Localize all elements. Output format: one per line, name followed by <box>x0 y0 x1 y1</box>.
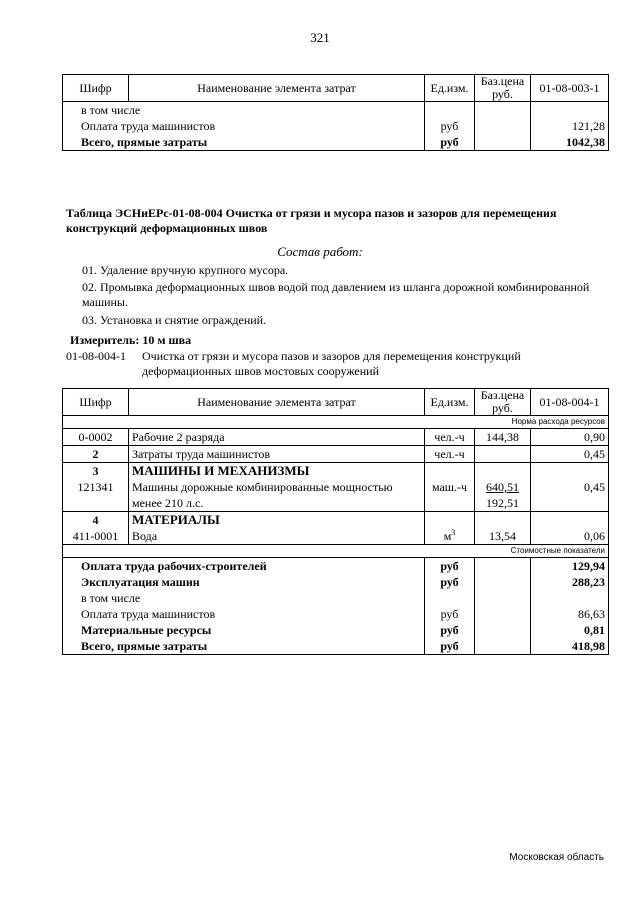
group-row-machines <box>63 463 609 480</box>
item-line <box>66 349 606 381</box>
row-name: Вода <box>129 528 425 545</box>
table-row <box>63 102 609 119</box>
row-value: 86,63 <box>531 606 609 622</box>
header-unit: Ед.изм. <box>425 75 475 102</box>
row-value <box>531 590 609 606</box>
cost-table-01-08-004 <box>62 388 609 655</box>
table-row <box>63 590 609 606</box>
table-row <box>63 638 609 655</box>
row-name: Всего, прямые затраты <box>63 134 425 151</box>
row-unit: руб <box>425 134 475 151</box>
row-name: Машины дорожные комбинированные мощностью <box>129 479 425 495</box>
work-step: 02. Промывка деформационных швов водой под давлением из шланга дорожной комбинированной машины. <box>82 280 590 309</box>
row-value: 0,81 <box>531 622 609 638</box>
table-header <box>63 389 609 416</box>
row-price <box>475 118 531 134</box>
empty-cell <box>475 622 531 638</box>
table-row <box>63 479 609 495</box>
work-step: 03. Установка и снятие ограждений. <box>82 313 267 327</box>
row-unit <box>425 102 475 119</box>
row-code: 0-0002 <box>63 429 129 446</box>
work-step: 01. Удаление вручную крупного мусора. <box>82 263 289 277</box>
empty-cell <box>475 638 531 655</box>
row-name-continued: менее 210 л.с. <box>129 495 425 512</box>
row-name: Оплата труда рабочих-строителей <box>63 558 425 575</box>
row-name: Затраты труда машинистов <box>129 446 425 463</box>
row-price: 144,38 <box>475 429 531 446</box>
empty-cell <box>425 495 475 512</box>
table-row <box>63 558 609 575</box>
empty-cell <box>425 512 475 529</box>
empty-cell <box>475 574 531 590</box>
table-row <box>63 495 609 512</box>
header-name: Наименование элемента затрат <box>129 75 425 102</box>
cost-label-row <box>63 545 609 558</box>
empty-cell <box>475 558 531 575</box>
row-code: 411-0001 <box>63 528 129 545</box>
norm-label: Норма расхода ресурсов <box>63 416 609 429</box>
row-name: Оплата труда машинистов <box>63 118 425 134</box>
row-name: в том числе <box>63 102 425 119</box>
row-code: 121341 <box>63 479 129 495</box>
header-code: Шифр <box>63 75 129 102</box>
table-row <box>63 606 609 622</box>
row-unit: маш.-ч <box>425 479 475 495</box>
cost-table-01-08-003 <box>62 74 609 151</box>
row-unit: руб <box>425 622 475 638</box>
cost-label: Стоимостные показатели <box>63 545 609 558</box>
row-price <box>475 446 531 463</box>
empty-cell <box>63 495 129 512</box>
row-price <box>475 102 531 119</box>
row-name: Эксплуатация машин <box>63 574 425 590</box>
table-row <box>63 118 609 134</box>
row-unit: руб <box>425 638 475 655</box>
item-code: 01-08-004-1 <box>66 349 126 363</box>
row-name: Всего, прямые затраты <box>63 638 425 655</box>
group-code: 4 <box>63 512 129 529</box>
row-value: 121,28 <box>531 118 609 134</box>
header-unit: Ед.изм. <box>425 389 475 416</box>
row-code: 2 <box>63 446 129 463</box>
row-unit: руб <box>425 606 475 622</box>
row-name: Материальные ресурсы <box>63 622 425 638</box>
row-value: 0,90 <box>531 429 609 446</box>
header-norm-code: 01-08-004-1 <box>531 389 609 416</box>
row-unit: руб <box>425 118 475 134</box>
row-name: Оплата труда машинистов <box>63 606 425 622</box>
header-norm-code: 01-08-003-1 <box>531 75 609 102</box>
row-value: 288,23 <box>531 574 609 590</box>
footer-region: Московская область <box>509 852 604 863</box>
table-row <box>63 134 609 151</box>
header-name: Наименование элемента затрат <box>129 389 425 416</box>
empty-cell <box>531 495 609 512</box>
row-value: 129,94 <box>531 558 609 575</box>
empty-cell <box>475 463 531 480</box>
table-header <box>63 75 609 102</box>
work-composition-heading: Состав работ: <box>277 244 363 259</box>
empty-cell <box>475 512 531 529</box>
table-row <box>63 446 609 463</box>
group-row-materials <box>63 512 609 529</box>
table-title: Таблица ЭСНиЕРс-01-08-004 Очистка от грязи и мусора пазов и зазоров для перемещения конструкций деформационных швов <box>66 206 557 235</box>
row-price-secondary: 192,51 <box>475 495 531 512</box>
measure-unit: Измеритель: 10 м шва <box>70 333 192 347</box>
group-code: 3 <box>63 463 129 480</box>
page-number: 321 <box>310 30 330 45</box>
row-price <box>475 134 531 151</box>
empty-cell <box>425 463 475 480</box>
row-name: в том числе <box>63 590 425 606</box>
table-row <box>63 574 609 590</box>
row-value: 0,06 <box>531 528 609 545</box>
group-name: МАТЕРИАЛЫ <box>129 512 425 529</box>
header-code: Шифр <box>63 389 129 416</box>
row-value: 418,98 <box>531 638 609 655</box>
table-row <box>63 622 609 638</box>
table-row <box>63 429 609 446</box>
row-value <box>531 102 609 119</box>
group-name: МАШИНЫ И МЕХАНИЗМЫ <box>129 463 425 480</box>
empty-cell <box>475 590 531 606</box>
row-unit <box>425 590 475 606</box>
row-value: 0,45 <box>531 479 609 495</box>
row-unit: $м^3$ <box>425 528 475 545</box>
row-value: 1042,38 <box>531 134 609 151</box>
row-price: 640,51 <box>475 479 531 495</box>
empty-cell <box>531 463 609 480</box>
row-unit: руб <box>425 574 475 590</box>
row-name: Рабочие 2 разряда <box>129 429 425 446</box>
row-unit: чел.-ч <box>425 429 475 446</box>
norm-label-row <box>63 416 609 429</box>
empty-cell <box>475 606 531 622</box>
row-unit: чел.-ч <box>425 446 475 463</box>
header-base-price: Баз.цена руб. <box>475 389 531 416</box>
empty-cell <box>531 512 609 529</box>
row-value: 0,45 <box>531 446 609 463</box>
row-unit: руб <box>425 558 475 575</box>
header-base-price: Баз.цена руб. <box>475 75 531 102</box>
item-description: Очистка от грязи и мусора пазов и зазоров для перемещения конструкций деформационных швов мостовых сооружений <box>142 349 521 378</box>
table-row <box>63 528 609 545</box>
row-price: 13,54 <box>475 528 531 545</box>
